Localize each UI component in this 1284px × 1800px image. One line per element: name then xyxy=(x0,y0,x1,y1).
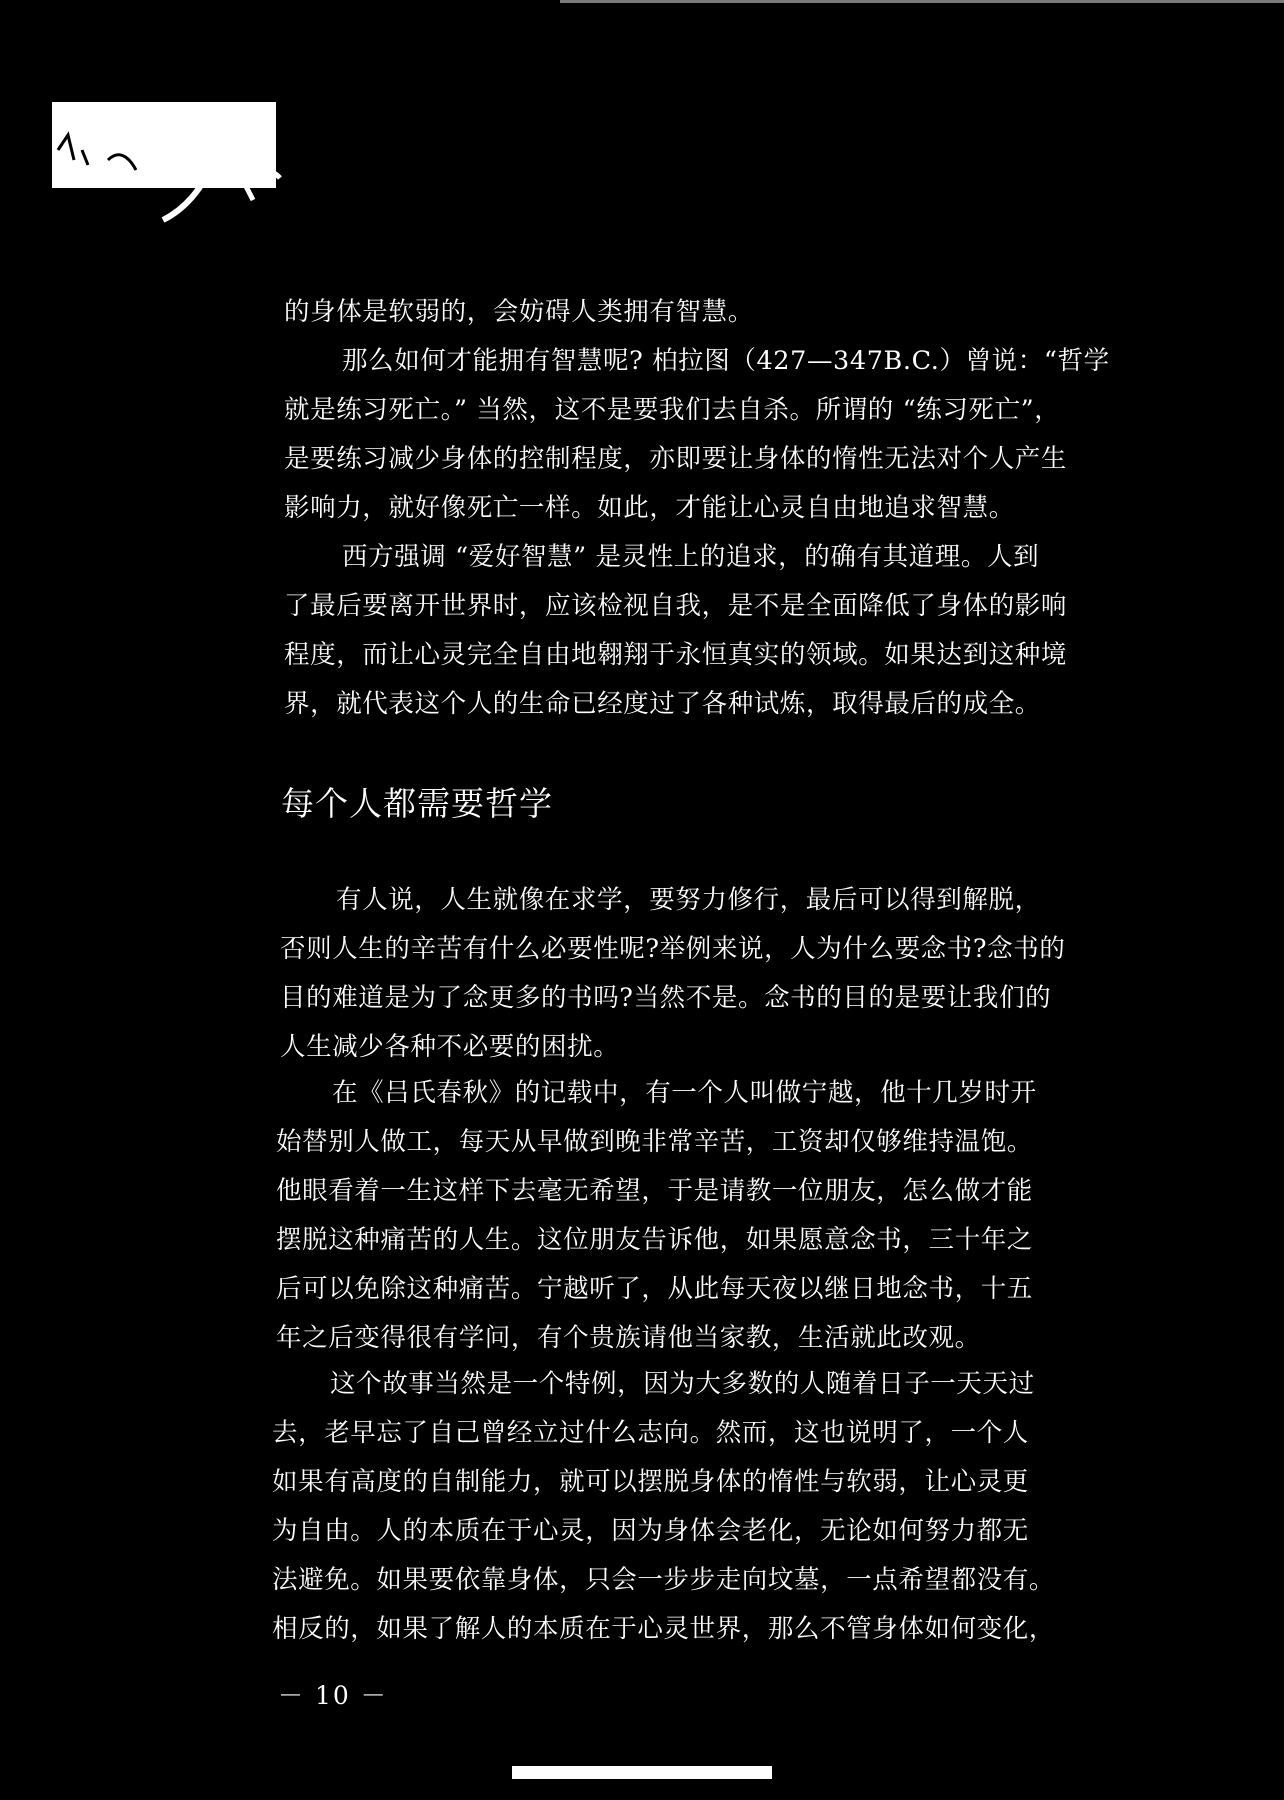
paragraph-line: 始替别人做工，每天从早做到晚非常辛苦，工资却仅够维持温饱。 xyxy=(276,1127,1033,1157)
paragraph-line: 否则人生的辛苦有什么必要性呢?举例来说，人为什么要念书?念书的 xyxy=(280,934,1066,964)
paragraph-line: 他眼看着一生这样下去毫无希望，于是请教一位朋友，怎么做才能 xyxy=(276,1176,1033,1206)
paragraph-line: 界，就代表这个人的生命已经度过了各种试炼，取得最后的成全。 xyxy=(284,689,1041,719)
paragraph-line: 年之后变得很有学问，有个贵族请他当家教，生活就此改观。 xyxy=(276,1323,981,1353)
paragraph-line: 西方强调 “爱好智慧” 是灵性上的追求，的确有其道理。人到 xyxy=(342,542,1040,572)
paragraph-line: 程度，而让心灵完全自由地翱翔于永恒真实的领域。如果达到这种境 xyxy=(284,640,1068,670)
paragraph-line: 摆脱这种痛苦的人生。这位朋友告诉他，如果愿意念书，三十年之 xyxy=(276,1225,1033,1255)
paragraph-line: 这个故事当然是一个特例，因为大多数的人随着日子一天天过 xyxy=(330,1369,1035,1399)
paragraph-line: 为自由。人的本质在于心灵，因为身体会老化，无论如何努力都无 xyxy=(272,1516,1029,1546)
paragraph-line: 就是练习死亡。” 当然，这不是要我们去自杀。所谓的 “练习死亡”， xyxy=(284,395,1061,425)
paragraph-line: 在《吕氏春秋》的记载中，有一个人叫做宁越，他十几岁时开 xyxy=(332,1078,1037,1108)
bottom-scan-bar xyxy=(512,1766,772,1779)
paragraph-line: 了最后要离开世界时，应该检视自我，是不是全面降低了身体的影响 xyxy=(284,591,1068,621)
paragraph-line: 那么如何才能拥有智慧呢? 柏拉图（427—347B.C.）曾说：“哲学 xyxy=(342,346,1110,376)
paragraph-line: 去，老早忘了自己曾经立过什么志向。然而，这也说明了，一个人 xyxy=(272,1418,1029,1448)
section-heading: 每个人都需要哲学 xyxy=(281,784,553,823)
paragraph-line: 是要练习减少身体的控制程度，亦即要让身体的惰性无法对个人产生 xyxy=(284,444,1068,474)
paragraph-line: 相反的，如果了解人的本质在于心灵世界，那么不管身体如何变化， xyxy=(272,1614,1056,1644)
paragraph-line: 法避免。如果要依靠身体，只会一步步走向坟墓，一点希望都没有。 xyxy=(272,1565,1056,1595)
running-title-logo xyxy=(48,120,288,240)
paragraph-line: 影响力，就好像死亡一样。如此，才能让心灵自由地追求智慧。 xyxy=(284,493,1015,523)
paragraph-line: 有人说，人生就像在求学，要努力修行，最后可以得到解脱， xyxy=(336,885,1041,915)
paragraph-line: 目的难道是为了念更多的书吗?当然不是。念书的目的是要让我们的 xyxy=(280,983,1052,1013)
paragraph-line: 人生减少各种不必要的困扰。 xyxy=(280,1032,620,1062)
paragraph-line: 后可以免除这种痛苦。宁越听了，从此每天夜以继日地念书，十五 xyxy=(276,1274,1033,1304)
top-scan-edge xyxy=(560,0,1284,3)
paragraph-line: 如果有高度的自制能力，就可以摆脱身体的惰性与软弱，让心灵更 xyxy=(272,1467,1029,1497)
paragraph-line: 的身体是软弱的，会妨碍人类拥有智慧。 xyxy=(284,297,754,327)
page-number: － 10 － xyxy=(278,1681,388,1710)
